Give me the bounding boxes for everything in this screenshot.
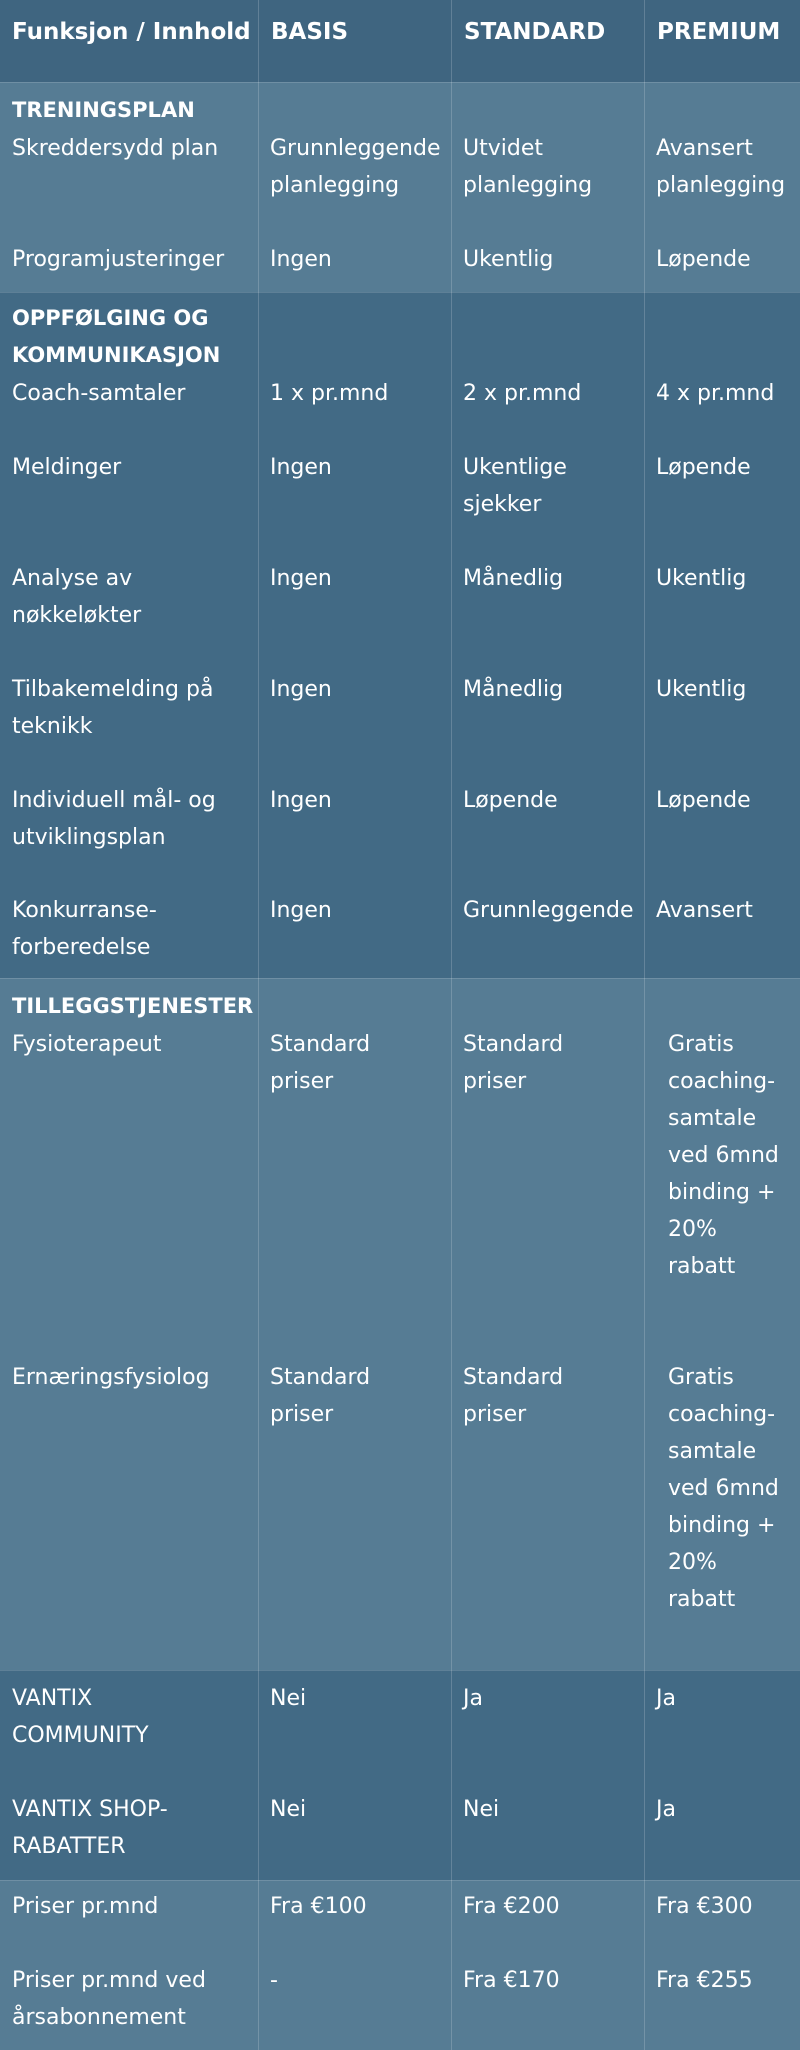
premium-value: Ukentlig xyxy=(656,566,747,591)
row-label: Meldinger xyxy=(12,455,122,480)
basis-value: Ingen xyxy=(270,677,332,702)
premium-value: Avansert planlegging xyxy=(656,136,786,198)
row-label: Individuell mål- og utviklingsplan xyxy=(12,788,216,850)
standard-value: Utvidet planlegging xyxy=(463,136,593,198)
header-standard: STANDARD xyxy=(451,0,644,82)
table-header xyxy=(0,0,800,82)
premium-value: Gratis coaching-samtale ved 6mnd binding + 20% rabatt xyxy=(668,1365,779,1612)
row-divider xyxy=(0,1670,800,1671)
table-row xyxy=(0,241,800,281)
basis-value: Standard priser xyxy=(270,1032,371,1094)
table-row xyxy=(0,1888,800,1928)
premium-value: Løpende xyxy=(656,455,751,480)
table-row xyxy=(0,375,800,415)
section-title: TRENINGSPLAN xyxy=(12,98,195,122)
standard-value: Grunnleggende xyxy=(463,898,634,923)
row-label: Programjusteringer xyxy=(12,247,225,272)
table-row xyxy=(0,130,800,210)
basis-value: Ingen xyxy=(270,788,332,813)
standard-value: Standard priser xyxy=(463,1365,564,1427)
basis-value: Grunnleggende planlegging xyxy=(270,136,441,198)
row-label: Ernæringsfysiolog xyxy=(12,1365,210,1390)
header-basis: BASIS xyxy=(258,0,451,82)
standard-value: Ja xyxy=(463,1686,483,1711)
premium-value: Avansert xyxy=(656,898,753,923)
row-divider xyxy=(0,1880,800,1881)
premium-value: Løpende xyxy=(656,788,751,813)
section-title: OPPFØLGING OG KOMMUNIKASJON xyxy=(12,306,221,367)
table-row xyxy=(0,560,800,640)
row-label: Priser pr.mnd xyxy=(12,1894,159,1919)
table-row xyxy=(0,449,800,529)
standard-price: Fra €200 xyxy=(463,1894,560,1919)
standard-value: Standard priser xyxy=(463,1032,564,1094)
standard-value: Ukentlige sjekker xyxy=(463,455,567,517)
standard-value: Ukentlig xyxy=(463,247,554,272)
row-label: VANTIX SHOP-RABATTER xyxy=(12,1797,168,1859)
table-row xyxy=(0,782,800,862)
basis-price: Fra €100 xyxy=(270,1894,367,1919)
basis-value: Ingen xyxy=(270,898,332,923)
row-label: Coach-samtaler xyxy=(12,381,186,406)
standard-value: Månedlig xyxy=(463,566,564,591)
standard-price: Fra €170 xyxy=(463,1968,560,1993)
basis-value: Ingen xyxy=(270,247,332,272)
basis-value: Nei xyxy=(270,1797,307,1822)
premium-value: 4 x pr.mnd xyxy=(656,381,775,406)
standard-value: 2 x pr.mnd xyxy=(463,381,582,406)
row-label: Fysioterapeut xyxy=(12,1032,162,1057)
table-row xyxy=(0,892,800,972)
table-row xyxy=(0,1680,800,1760)
premium-value: Ja xyxy=(656,1797,676,1822)
standard-value: Månedlig xyxy=(463,677,564,702)
row-label: Analyse av nøkkeløkter xyxy=(12,566,142,628)
basis-value: Standard priser xyxy=(270,1365,371,1427)
standard-value: Løpende xyxy=(463,788,558,813)
premium-value: Ja xyxy=(656,1686,676,1711)
basis-value: Nei xyxy=(270,1686,307,1711)
basis-value: 1 x pr.mnd xyxy=(270,381,389,406)
basis-price: - xyxy=(270,1968,278,1993)
header-function: Funksjon / Innhold xyxy=(12,19,251,45)
premium-value: Ukentlig xyxy=(656,677,747,702)
premium-value: Løpende xyxy=(656,247,751,272)
section-title: TILLEGGSTJENESTER xyxy=(12,994,254,1018)
premium-price: Fra €300 xyxy=(656,1894,753,1919)
header-premium: PREMIUM xyxy=(644,0,800,82)
row-divider xyxy=(0,292,800,293)
table-row xyxy=(0,671,800,751)
basis-value: Ingen xyxy=(270,455,332,480)
table-row xyxy=(0,1359,800,1659)
premium-value: Gratis coaching-samtale ved 6mnd binding + 20% rabatt xyxy=(668,1032,779,1279)
premium-price: Fra €255 xyxy=(656,1968,753,1993)
row-label: Tilbakemelding på teknikk xyxy=(12,677,214,739)
row-label: VANTIX COMMUNITY xyxy=(12,1686,149,1748)
table-row xyxy=(0,1791,800,1871)
basis-value: Ingen xyxy=(270,566,332,591)
row-divider xyxy=(0,978,800,979)
table-row xyxy=(0,1962,800,2042)
row-label: Priser pr.mnd ved årsabonnement xyxy=(12,1968,206,2030)
row-divider xyxy=(0,82,800,83)
table-row xyxy=(0,1026,800,1326)
row-label: Konkurranse-forberedelse xyxy=(12,898,157,960)
standard-value: Nei xyxy=(463,1797,500,1822)
row-label: Skreddersydd plan xyxy=(12,136,219,161)
